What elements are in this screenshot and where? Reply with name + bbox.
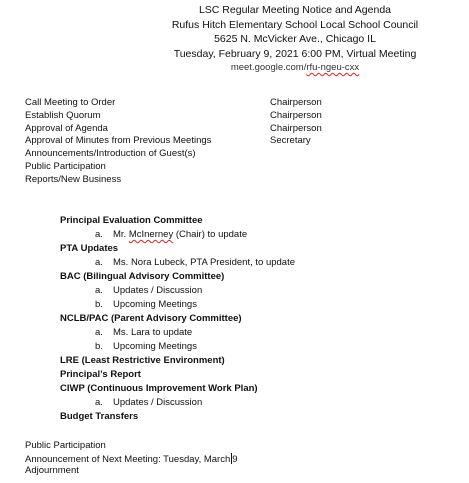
meeting-datetime: Tuesday, February 9, 2021 6:00 PM, Virtual Meeting xyxy=(173,47,417,60)
school-address: 5625 N. McVicker Ave., Chicago IL xyxy=(214,33,376,45)
subitem-letter: b. xyxy=(95,299,103,310)
subitem-letter: a. xyxy=(95,327,103,338)
subitem-text: Ms. Lara to update xyxy=(113,327,193,338)
committee-subitem xyxy=(60,256,440,270)
agenda-item xyxy=(25,97,445,110)
agenda-item-role: Chairperson xyxy=(270,109,322,121)
document-header xyxy=(150,3,440,76)
agenda-item xyxy=(25,110,445,123)
agenda-item-label: Announcements/Introduction of Guest(s) xyxy=(25,148,196,160)
committee-heading: Budget Transfers xyxy=(60,411,139,422)
committee-subitem xyxy=(60,284,440,298)
subitem-text: Upcoming Meetings xyxy=(113,341,197,352)
agenda-item-label: Establish Quorum xyxy=(25,109,101,121)
subitem-text: Ms. Nora Lubeck, PTA President, to update xyxy=(113,257,296,268)
agenda-item xyxy=(25,161,445,174)
subitem-letter: a. xyxy=(95,257,103,268)
subitem-letter: a. xyxy=(95,229,103,240)
council-name: Rufus Hitch Elementary School Local School Council xyxy=(171,18,419,31)
next-meeting-announcement xyxy=(25,453,238,466)
subitem-text-end: (Chair) to update xyxy=(173,229,248,240)
agenda-item xyxy=(25,123,445,136)
committee-heading: CIWP (Continuous Improvement Work Plan) xyxy=(60,383,258,394)
committee-heading: PTA Updates xyxy=(60,243,119,254)
agenda-item xyxy=(25,174,445,187)
committee-subitem xyxy=(60,340,440,354)
agenda-item-label: Call Meeting to Order xyxy=(25,97,116,108)
subitem-text: Updates / Discussion xyxy=(113,397,203,408)
misspelled-word: McInerney xyxy=(128,229,174,240)
agenda-list xyxy=(25,97,445,187)
agenda-footer xyxy=(25,440,238,478)
subitem-letter: a. xyxy=(95,285,103,296)
meeting-link[interactable] xyxy=(150,61,440,76)
committee-reports xyxy=(60,214,440,424)
committee-subitem xyxy=(60,228,440,242)
public-participation: Public Participation xyxy=(25,440,106,451)
next-meeting-text: Announcement of Next Meeting: Tuesday, March xyxy=(25,453,231,465)
subitem-text: Mr. xyxy=(113,229,129,240)
subitem-text: Updates / Discussion xyxy=(113,285,203,296)
meeting-link-code: rfu-ngeu-cxx xyxy=(306,62,360,73)
meeting-link-prefix: meet.google.com/ xyxy=(230,62,307,73)
agenda-item xyxy=(25,135,445,148)
agenda-item-label: Approval of Agenda xyxy=(25,122,108,134)
subitem-letter: a. xyxy=(95,397,103,408)
committee-subitem xyxy=(60,396,440,410)
committee-subitem xyxy=(60,298,440,312)
committee-heading: Principal’s Report xyxy=(60,369,141,380)
committee-heading: BAC (Bilingual Advisory Committee) xyxy=(60,271,225,282)
next-meeting-day: 9 xyxy=(232,453,238,465)
agenda-item-label: Approval of Minutes from Previous Meetings xyxy=(25,135,212,147)
subitem-letter: b. xyxy=(95,341,103,352)
committee-subitem xyxy=(60,326,440,340)
committee-heading: LRE (Least Restrictive Environment) xyxy=(60,355,225,366)
meeting-title: LSC Regular Meeting Notice and Agenda xyxy=(198,4,392,16)
agenda-item-role: Chairperson xyxy=(270,122,322,134)
agenda-item-role: Secretary xyxy=(270,135,311,147)
adjournment: Adjournment xyxy=(25,465,79,476)
agenda-item-role: Chairperson xyxy=(270,97,322,108)
agenda-item-label: Public Participation xyxy=(25,160,106,172)
committee-heading: NCLB/PAC (Parent Advisory Committee) xyxy=(60,313,242,324)
subitem-text: Upcoming Meetings xyxy=(113,299,197,310)
agenda-item-label: Reports/New Business xyxy=(25,173,122,185)
committee-heading: Principal Evaluation Committee xyxy=(60,215,203,226)
agenda-item xyxy=(25,148,445,161)
